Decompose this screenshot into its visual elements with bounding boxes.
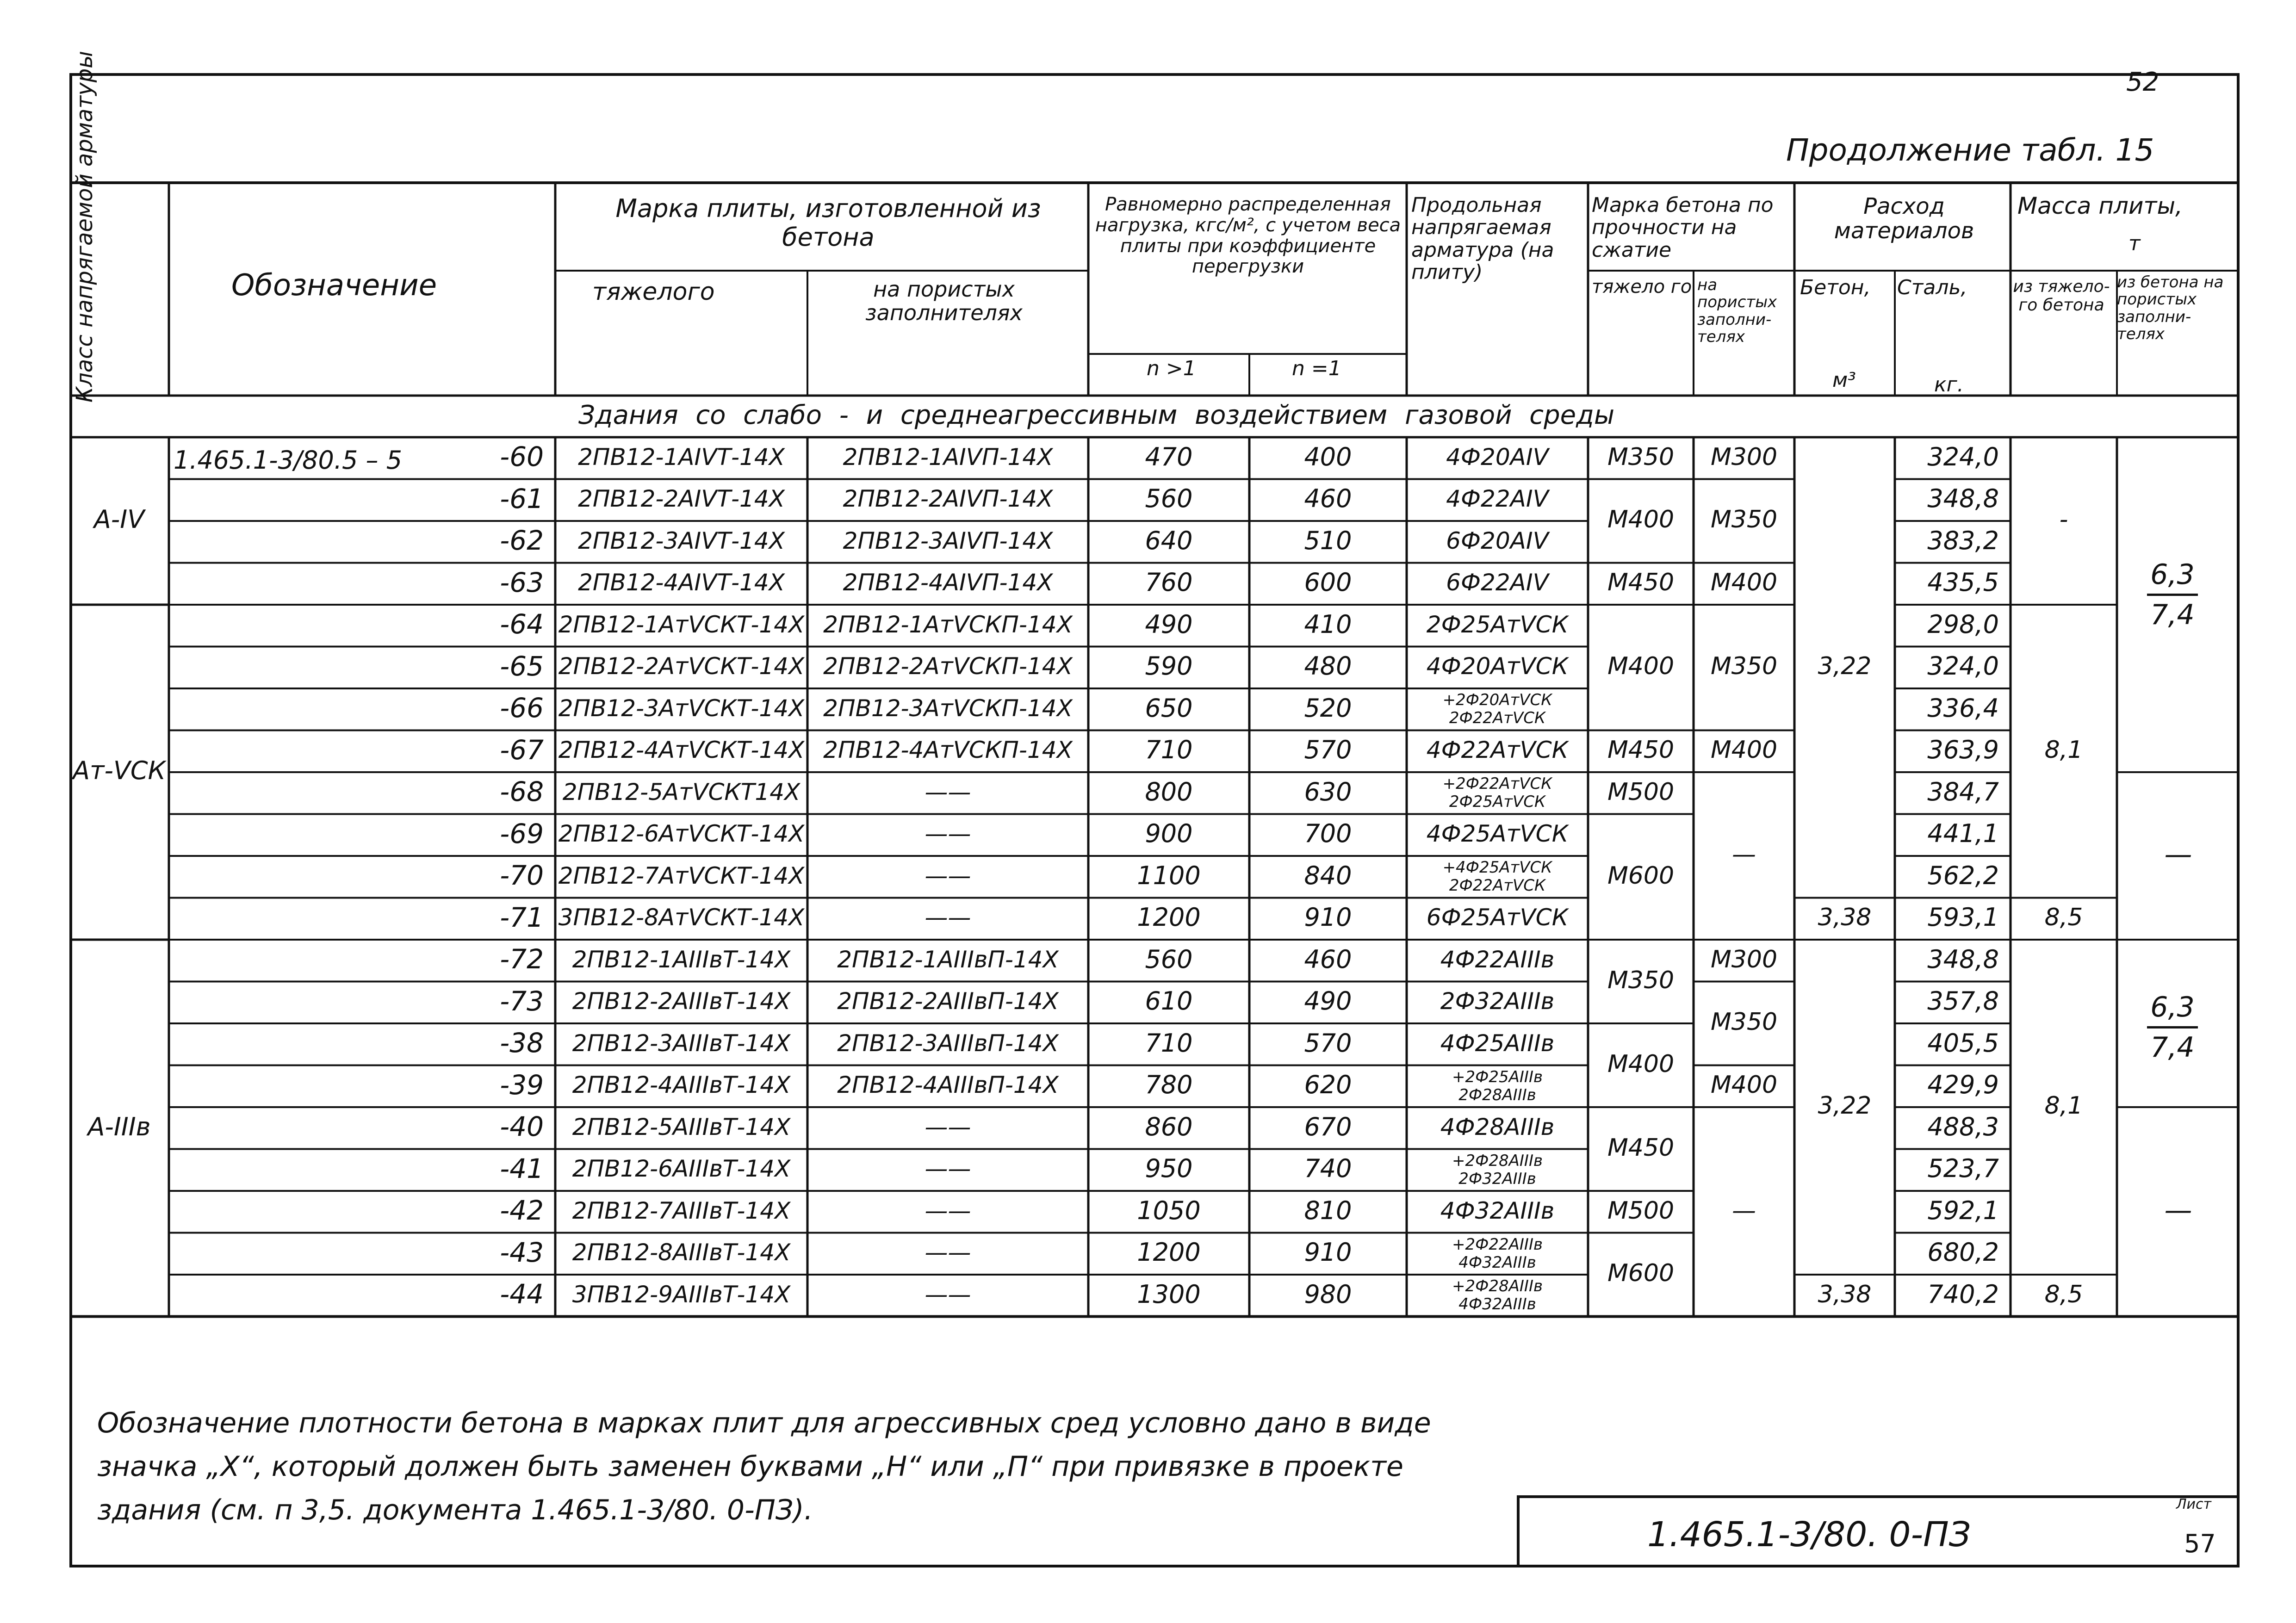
reinforcement: +2Ф22АтVСК 2Ф25АтVСК bbox=[1442, 774, 1552, 812]
row-number: -41 bbox=[500, 1152, 544, 1184]
header-beton-porous: на пористых заполни- телях bbox=[1697, 276, 1777, 347]
header-rashod-stal: Сталь, bbox=[1897, 276, 1967, 299]
load-n2: 490 bbox=[1304, 986, 1352, 1016]
steel-mass: 488,3 bbox=[1927, 1112, 1999, 1141]
row-number: -44 bbox=[500, 1278, 544, 1310]
load-n2: 570 bbox=[1304, 735, 1352, 765]
header-marka-porous: на пористых заполнителях bbox=[865, 277, 1023, 325]
row-number: -71 bbox=[500, 901, 544, 933]
mass-porous-fraction bbox=[2147, 991, 2198, 1064]
load-n1: 860 bbox=[1145, 1112, 1193, 1141]
steel-mass: 441,1 bbox=[1927, 819, 1999, 849]
reinforcement: +2Ф25АIIIв 2Ф28АIIIв bbox=[1452, 1067, 1543, 1104]
mark-heavy: 2ПВ12-3АIIIвТ-14Х bbox=[572, 1029, 791, 1057]
class-label: А-IIIв bbox=[87, 1112, 151, 1141]
mark-porous: —— bbox=[925, 904, 971, 931]
beton-heavy-value: М450 bbox=[1607, 736, 1675, 764]
mark-porous: 2ПВ12-1АIIIвП-14Х bbox=[837, 946, 1059, 973]
mass-porous-fraction-bar bbox=[2147, 594, 2198, 596]
load-n1: 710 bbox=[1145, 1028, 1193, 1058]
beton-heavy-value: М600 bbox=[1607, 861, 1675, 890]
load-n2: 460 bbox=[1304, 944, 1352, 974]
mark-heavy: 2ПВ12-2АтVСКТ-14Х bbox=[558, 653, 805, 680]
class-label: А-IV bbox=[93, 505, 145, 534]
header-massa-heavy: из тяжело- го бетона bbox=[2013, 277, 2110, 315]
steel-mass: 357,8 bbox=[1927, 986, 1999, 1016]
steel-mass: 383,2 bbox=[1927, 526, 1999, 555]
header-klass: Класс напрягаемой арматуры bbox=[72, 50, 98, 403]
beton-porous-value: — bbox=[1732, 1196, 1756, 1225]
mark-porous: 2ПВ12-4АIVП-14Х bbox=[843, 569, 1053, 596]
beton-heavy-value: М450 bbox=[1607, 569, 1675, 597]
section-title: Здания со слабо - и среднеагрессивным воздействием газовой среды bbox=[578, 400, 1615, 430]
reinforcement: +2Ф28АIIIв 2Ф32АIIIв bbox=[1452, 1151, 1543, 1188]
reinforcement: +2Ф28АIIIв 4Ф32АIIIв bbox=[1452, 1277, 1543, 1314]
load-n1: 950 bbox=[1145, 1154, 1193, 1183]
mark-heavy: 3ПВ12-8АтVСКТ-14Х bbox=[558, 904, 805, 931]
row-number: -70 bbox=[500, 860, 544, 892]
beton-heavy-value: М400 bbox=[1607, 506, 1675, 534]
header-load-n2: n =1 bbox=[1292, 357, 1341, 380]
steel-mass: 562,2 bbox=[1927, 861, 1999, 890]
load-n2: 480 bbox=[1304, 651, 1352, 681]
load-n2: 400 bbox=[1304, 442, 1352, 471]
beton-volume-value: 3,38 bbox=[1818, 904, 1872, 932]
steel-mass: 740,2 bbox=[1927, 1279, 1999, 1309]
load-n1: 760 bbox=[1145, 568, 1193, 597]
row-number: -42 bbox=[500, 1195, 544, 1227]
load-n1: 610 bbox=[1145, 986, 1193, 1016]
load-n2: 520 bbox=[1304, 693, 1352, 723]
reinforcement: 4Ф25АтVСК bbox=[1426, 820, 1569, 848]
load-n1: 710 bbox=[1145, 735, 1193, 765]
row-number: -65 bbox=[500, 650, 544, 682]
header-rashod-group: Расход материалов bbox=[1834, 193, 1974, 244]
load-n1: 640 bbox=[1145, 526, 1193, 555]
load-n1: 560 bbox=[1145, 484, 1193, 514]
beton-heavy-value: М400 bbox=[1607, 652, 1675, 681]
load-n1: 1200 bbox=[1137, 1238, 1201, 1267]
reinforcement: 4Ф22АтVСК bbox=[1426, 737, 1569, 764]
load-n2: 700 bbox=[1304, 819, 1352, 849]
row-number: -68 bbox=[500, 776, 544, 808]
stamp-code: 1.465.1-3/80. 0-ПЗ bbox=[1647, 1515, 1971, 1555]
table-title: Продолжение табл. 15 bbox=[1786, 132, 2154, 168]
reinforcement: +2Ф20АтVСК 2Ф22АтVСК bbox=[1442, 691, 1552, 728]
beton-heavy-value: М500 bbox=[1607, 1196, 1675, 1225]
mass-porous-fraction-numerator: 6,3 bbox=[2150, 558, 2195, 591]
load-n1: 560 bbox=[1145, 944, 1193, 974]
steel-mass: 348,8 bbox=[1927, 484, 1999, 514]
header-beton-group: Марка бетона по прочности на сжатие bbox=[1592, 193, 1774, 262]
header-load-n1: n >1 bbox=[1147, 357, 1196, 380]
reinforcement: 2Ф32АIIIв bbox=[1440, 988, 1555, 1015]
mark-porous: 2ПВ12-2АIVП-14Х bbox=[843, 485, 1053, 513]
load-n2: 910 bbox=[1304, 903, 1352, 932]
beton-volume-value: 3,22 bbox=[1818, 1092, 1872, 1120]
header-beton-heavy: тяжело го bbox=[1592, 276, 1692, 297]
beton-volume-value: 3,38 bbox=[1818, 1280, 1872, 1308]
steel-mass: 336,4 bbox=[1927, 693, 1999, 723]
header-marka-heavy: тяжелого bbox=[592, 278, 715, 306]
beton-heavy-value: М350 bbox=[1607, 966, 1675, 994]
load-n2: 460 bbox=[1304, 484, 1352, 514]
mark-porous: 2ПВ12-1АIVП-14Х bbox=[843, 443, 1053, 471]
mark-porous: 2ПВ12-3АIIIвП-14Х bbox=[837, 1029, 1059, 1057]
mark-porous: 2ПВ12-3АтVСКП-14Х bbox=[823, 694, 1073, 722]
mark-heavy: 2ПВ12-2АIVТ-14Х bbox=[578, 485, 785, 513]
reinforcement: 4Ф20АтVСК bbox=[1426, 653, 1569, 680]
mark-porous: 2ПВ12-1АтVСКП-14Х bbox=[823, 611, 1073, 638]
note-line-3: здания (см. п 3,5. документа 1.465.1-3/80. 0-ПЗ). bbox=[97, 1494, 813, 1526]
steel-mass: 429,9 bbox=[1927, 1070, 1999, 1100]
reinforcement: +4Ф25АтVСК 2Ф22АтVСК bbox=[1442, 858, 1552, 895]
mass-heavy-value: 8,1 bbox=[2044, 736, 2083, 764]
header-marka-group: Марка плиты, изготовленной из бетона bbox=[615, 194, 1041, 252]
row-number: -43 bbox=[500, 1236, 544, 1268]
load-n2: 980 bbox=[1304, 1279, 1352, 1309]
beton-volume-value: 3,22 bbox=[1818, 652, 1872, 681]
mark-heavy: 2ПВ12-6АтVСКТ-14Х bbox=[558, 820, 805, 848]
reinforcement: 2Ф25АтVСК bbox=[1426, 611, 1569, 638]
load-n2: 630 bbox=[1304, 777, 1352, 806]
load-n1: 470 bbox=[1145, 442, 1193, 471]
steel-mass: 523,7 bbox=[1927, 1154, 1999, 1183]
steel-mass: 348,8 bbox=[1927, 944, 1999, 974]
reinforcement: 6Ф22АIV bbox=[1446, 569, 1549, 596]
header-rashod-beton: Бетон, bbox=[1800, 276, 1871, 299]
mark-heavy: 2ПВ12-1АIVТ-14Х bbox=[578, 443, 785, 471]
steel-mass: 592,1 bbox=[1927, 1196, 1999, 1225]
mark-heavy: 2ПВ12-5АтVСКТ14Х bbox=[562, 778, 800, 805]
mark-heavy: 2ПВ12-2АIIIвТ-14Х bbox=[572, 988, 791, 1015]
load-n2: 510 bbox=[1304, 526, 1352, 555]
row-number: -64 bbox=[500, 608, 544, 640]
load-n2: 570 bbox=[1304, 1028, 1352, 1058]
row-number: -73 bbox=[500, 985, 544, 1017]
mark-heavy: 2ПВ12-7АIIIвТ-14Х bbox=[572, 1197, 791, 1224]
row-number: -61 bbox=[500, 483, 544, 514]
load-n2: 600 bbox=[1304, 568, 1352, 597]
row-number: -38 bbox=[500, 1027, 544, 1059]
reinforcement: 6Ф20АIV bbox=[1446, 527, 1549, 554]
mark-heavy: 2ПВ12-3АтVСКТ-14Х bbox=[558, 694, 805, 722]
reinforcement: 4Ф32АIIIв bbox=[1440, 1197, 1555, 1224]
reinforcement: 4Ф20АIV bbox=[1446, 443, 1549, 471]
mark-heavy: 2ПВ12-1АтVСКТ-14Х bbox=[558, 611, 805, 638]
row-number: -60 bbox=[500, 441, 544, 473]
row-number: -62 bbox=[500, 525, 544, 557]
steel-mass: 435,5 bbox=[1927, 568, 1999, 597]
load-n1: 780 bbox=[1145, 1070, 1193, 1100]
beton-porous-value: М400 bbox=[1710, 1071, 1778, 1099]
mass-porous-dash: — bbox=[2164, 1194, 2192, 1227]
mass-porous-fraction-denominator: 7,4 bbox=[2150, 598, 2195, 631]
mark-porous: 2ПВ12-4АтVСКП-14Х bbox=[823, 737, 1073, 764]
steel-mass: 324,0 bbox=[1927, 442, 1999, 471]
steel-mass: 298,0 bbox=[1927, 609, 1999, 639]
steel-mass: 593,1 bbox=[1927, 903, 1999, 932]
mass-heavy-value: 8,1 bbox=[2044, 1092, 2083, 1120]
mass-heavy-value: 8,5 bbox=[2044, 1280, 2083, 1308]
load-n2: 410 bbox=[1304, 609, 1352, 639]
note-line-1: Обозначение плотности бетона в марках плит для агрессивных сред условно дано в виде bbox=[97, 1407, 1431, 1439]
mark-porous: 2ПВ12-2АтVСКП-14Х bbox=[823, 653, 1073, 680]
mass-porous-fraction-numerator: 6,3 bbox=[2150, 991, 2195, 1023]
code-prefix: 1.465.1-3/80.5 – 5 bbox=[174, 446, 403, 475]
load-n1: 1300 bbox=[1137, 1279, 1201, 1309]
load-n2: 620 bbox=[1304, 1070, 1352, 1100]
header-massa-unit: т bbox=[2128, 232, 2141, 255]
row-number: -67 bbox=[500, 734, 544, 766]
steel-mass: 384,7 bbox=[1927, 777, 1999, 806]
row-number: -72 bbox=[500, 943, 544, 975]
load-n1: 1200 bbox=[1137, 903, 1201, 932]
mark-heavy: 2ПВ12-4АIVТ-14Х bbox=[578, 569, 785, 596]
beton-heavy-value: М450 bbox=[1607, 1134, 1675, 1162]
beton-porous-value: М350 bbox=[1710, 1008, 1778, 1036]
row-number: -63 bbox=[500, 566, 544, 598]
load-n1: 590 bbox=[1145, 651, 1193, 681]
mark-heavy: 2ПВ12-4АтVСКТ-14Х bbox=[558, 737, 805, 764]
beton-heavy-value: М500 bbox=[1607, 778, 1675, 806]
steel-mass: 363,9 bbox=[1927, 735, 1999, 765]
row-number: -69 bbox=[500, 818, 544, 849]
mark-heavy: 2ПВ12-1АIIIвТ-14Х bbox=[572, 946, 791, 973]
mass-heavy-value: - bbox=[2059, 506, 2068, 534]
load-n1: 490 bbox=[1145, 609, 1193, 639]
sheet-label: Лист bbox=[2176, 1496, 2212, 1512]
reinforcement: 4Ф22АIV bbox=[1446, 485, 1549, 513]
load-n2: 810 bbox=[1304, 1196, 1352, 1225]
load-n1: 1050 bbox=[1137, 1196, 1201, 1225]
load-n2: 840 bbox=[1304, 861, 1352, 890]
load-n1: 800 bbox=[1145, 777, 1193, 806]
note-line-2: значка „Х“, который должен быть заменен буквами „Н“ или „П“ при привязке в проекте bbox=[97, 1450, 1403, 1483]
mass-porous-dash: — bbox=[2164, 838, 2192, 871]
beton-porous-value: М300 bbox=[1710, 443, 1778, 471]
mass-porous-fraction-bar bbox=[2147, 1026, 2198, 1028]
mark-heavy: 2ПВ12-5АIIIвТ-14Х bbox=[572, 1113, 791, 1140]
load-n2: 740 bbox=[1304, 1154, 1352, 1183]
beton-heavy-value: М400 bbox=[1607, 1050, 1675, 1078]
beton-heavy-value: М600 bbox=[1607, 1259, 1675, 1288]
mark-heavy: 2ПВ12-7АтVСКТ-14Х bbox=[558, 862, 805, 889]
sheet-number: 57 bbox=[2184, 1529, 2216, 1558]
mass-porous-fraction-denominator: 7,4 bbox=[2150, 1031, 2195, 1064]
class-label: Ат-VСК bbox=[73, 756, 166, 786]
mark-porous: —— bbox=[925, 1197, 971, 1224]
load-n2: 910 bbox=[1304, 1238, 1352, 1267]
mark-porous: —— bbox=[925, 1113, 971, 1140]
row-number: -39 bbox=[500, 1069, 544, 1101]
mark-heavy: 2ПВ12-8АIIIвТ-14Х bbox=[572, 1239, 791, 1266]
header-massa-porous: из бетона на пористых заполни- телях bbox=[2117, 273, 2224, 344]
mass-porous-fraction bbox=[2147, 558, 2198, 631]
mark-porous: —— bbox=[925, 1281, 971, 1308]
beton-porous-value: М400 bbox=[1710, 736, 1778, 764]
beton-porous-value: М300 bbox=[1710, 945, 1778, 973]
load-n2: 670 bbox=[1304, 1112, 1352, 1141]
header-load-group: Равномерно распределенная нагрузка, кгс/м², с учетом веса плиты при коэффициенте перегрузки bbox=[1095, 194, 1401, 278]
load-n1: 1100 bbox=[1137, 861, 1201, 890]
beton-porous-value: М350 bbox=[1710, 506, 1778, 534]
header-armatura: Продольная напрягаемая арматура (на плиту) bbox=[1411, 193, 1554, 285]
mark-porous: —— bbox=[925, 862, 971, 889]
mark-porous: 2ПВ12-3АIVП-14Х bbox=[843, 527, 1053, 554]
mass-heavy-value: 8,5 bbox=[2044, 904, 2083, 932]
mark-porous: 2ПВ12-4АIIIвП-14Х bbox=[837, 1072, 1059, 1099]
header-massa-group: Масса плиты, bbox=[2017, 192, 2183, 219]
reinforcement: 6Ф25АтVСК bbox=[1426, 904, 1569, 931]
reinforcement: 4Ф28АIIIв bbox=[1440, 1113, 1555, 1140]
steel-mass: 680,2 bbox=[1927, 1238, 1999, 1267]
beton-porous-value: М350 bbox=[1710, 652, 1778, 681]
mark-porous: 2ПВ12-2АIIIвП-14Х bbox=[837, 988, 1059, 1015]
steel-mass: 324,0 bbox=[1927, 651, 1999, 681]
steel-mass: 405,5 bbox=[1927, 1028, 1999, 1058]
header-rashod-beton-unit: м³ bbox=[1832, 368, 1856, 392]
mark-porous: —— bbox=[925, 1239, 971, 1266]
reinforcement: 4Ф22АIIIв bbox=[1440, 946, 1555, 973]
row-number: -66 bbox=[500, 692, 544, 724]
mark-heavy: 2ПВ12-3АIVТ-14Х bbox=[578, 527, 785, 554]
row-number: -40 bbox=[500, 1111, 544, 1143]
mark-heavy: 2ПВ12-4АIIIвТ-14Х bbox=[572, 1072, 791, 1099]
reinforcement: 4Ф25АIIIв bbox=[1440, 1029, 1555, 1057]
page-number-top: 52 bbox=[2126, 67, 2159, 97]
mark-porous: —— bbox=[925, 1155, 971, 1183]
mark-heavy: 3ПВ12-9АIIIвТ-14Х bbox=[572, 1281, 791, 1308]
load-n1: 650 bbox=[1145, 693, 1193, 723]
beton-porous-value: М400 bbox=[1710, 569, 1778, 597]
header-oboznachenie: Обозначение bbox=[231, 268, 437, 303]
load-n1: 900 bbox=[1145, 819, 1193, 849]
header-rashod-stal-unit: кг. bbox=[1934, 373, 1964, 396]
mark-porous: —— bbox=[925, 778, 971, 805]
mark-heavy: 2ПВ12-6АIIIвТ-14Х bbox=[572, 1155, 791, 1183]
beton-porous-value: — bbox=[1732, 841, 1756, 869]
mark-porous: —— bbox=[925, 820, 971, 848]
beton-heavy-value: М350 bbox=[1607, 443, 1675, 471]
reinforcement: +2Ф22АIIIв 4Ф32АIIIв bbox=[1452, 1235, 1543, 1272]
